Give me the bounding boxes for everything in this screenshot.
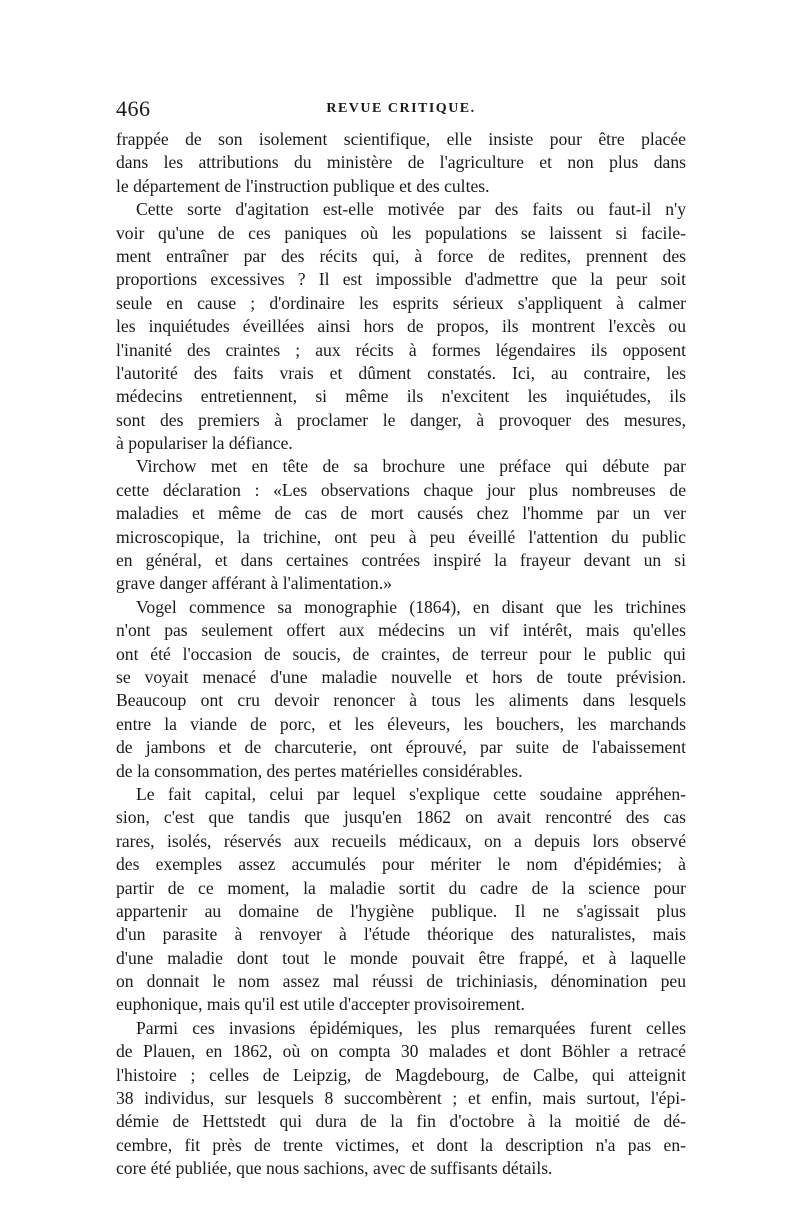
text-line: sion, c'est que tandis que jusqu'en 1862 on avait rencontré des cas bbox=[116, 807, 686, 828]
text-line: partir de ce moment, la maladie sortit du cadre de la science pour bbox=[116, 877, 686, 898]
text-line: sont des premiers à proclamer le danger, à provoquer des mesures, bbox=[116, 409, 686, 430]
text-line: n'ont pas seulement offert aux médecins un vif intérêt, mais qu'elles bbox=[116, 620, 686, 641]
text-line: se voyait menacé d'une maladie nouvelle et hors de toute prévision. bbox=[116, 666, 686, 687]
text-line: rares, isolés, réservés aux recueils médicaux, on a depuis lors observé bbox=[116, 830, 686, 851]
text-line: à populariser la défiance. bbox=[116, 433, 293, 454]
text-line: de jambons et de charcuterie, ont éprouvé, par suite de l'abaissement bbox=[116, 737, 686, 758]
text-line: l'histoire ; celles de Leipzig, de Magdebourg, de Calbe, qui atteignit bbox=[116, 1064, 686, 1085]
text-line: d'une maladie dont tout le monde pouvait être frappé, et à laquelle bbox=[116, 947, 686, 968]
text-line: démie de Hettstedt qui dura de la fin d'octobre à la moitié de dé- bbox=[116, 1111, 686, 1132]
text-line: proportions excessives ? Il est impossible d'admettre que la peur soit bbox=[116, 269, 686, 290]
text-line: voir qu'une de ces paniques où les populations se laissent si facile- bbox=[116, 222, 686, 243]
text-line: ment entraîner par des récits qui, à force de redites, prennent des bbox=[116, 245, 686, 266]
text-line: frappée de son isolement scientifique, elle insiste pour être placée bbox=[116, 129, 686, 149]
text-line: core été publiée, que nous sachions, avec de suffisants détails. bbox=[116, 1158, 553, 1179]
text-line: les inquiétudes éveillées ainsi hors de propos, ils montrent l'excès ou bbox=[116, 316, 686, 337]
text-line: euphonique, mais qu'il est utile d'accepter provisoirement. bbox=[116, 994, 525, 1015]
text-line: Vogel commence sa monographie (1864), en disant que les trichines bbox=[136, 596, 686, 617]
text-line: médecins entretiennent, si même ils n'excitent les inquiétudes, ils bbox=[116, 386, 686, 407]
running-title: REVUE CRITIQUE. bbox=[326, 101, 476, 116]
text-line: Le fait capital, celui par lequel s'explique cette soudaine appréhen- bbox=[136, 783, 686, 804]
text-line: on donnait le nom assez mal réussi de trichiniasis, dénomination peu bbox=[116, 971, 686, 992]
text-line: Cette sorte d'agitation est-elle motivée par des faits ou faut-il n'y bbox=[136, 199, 686, 220]
page-number: 466 bbox=[116, 96, 151, 121]
text-line: Parmi ces invasions épidémiques, les plus remarquées furent celles bbox=[136, 1017, 686, 1038]
text-line: Virchow met en tête de sa brochure une préface qui débute par bbox=[136, 456, 686, 477]
text-line: de la consommation, des pertes matérielles considérables. bbox=[116, 760, 523, 781]
text-line: seule en cause ; d'ordinaire les esprits sérieux s'appliquent à calmer bbox=[116, 292, 686, 313]
page-header bbox=[116, 96, 686, 124]
text-line: grave danger afférant à l'alimentation.» bbox=[116, 573, 392, 594]
text-line: Beaucoup ont cru devoir renoncer à tous les aliments dans lesquels bbox=[116, 690, 686, 711]
text-line: de Plauen, en 1862, où on compta 30 malades et dont Böhler a retracé bbox=[116, 1041, 686, 1062]
text-line: cette déclaration : «Les observations chaque jour plus nombreuses de bbox=[116, 479, 686, 500]
text-line: le département de l'instruction publique et des cultes. bbox=[116, 175, 490, 196]
text-line: l'autorité des faits vrais et dûment constatés. Ici, au contraire, les bbox=[116, 362, 686, 383]
text-line: en général, et dans certaines contrées inspiré la frayeur devant un si bbox=[116, 550, 686, 571]
text-line: d'un parasite à renvoyer à l'étude théorique des naturalistes, mais bbox=[116, 924, 686, 945]
text-line: 38 individus, sur lesquels 8 succombèrent ; et enfin, mais surtout, l'épi- bbox=[116, 1088, 686, 1109]
text-line: maladies et même de cas de mort causés chez l'homme par un ver bbox=[116, 503, 686, 524]
text-line: dans les attributions du ministère de l'agriculture et non plus dans bbox=[116, 152, 686, 173]
text-line: appartenir au domaine de l'hygiène publique. Il ne s'agissait plus bbox=[116, 900, 686, 921]
text-line: l'inanité des craintes ; aux récits à formes légendaires ils opposent bbox=[116, 339, 686, 360]
body-text bbox=[116, 128, 686, 1181]
text-line: ont été l'occasion de soucis, de craintes, de terreur pour le public qui bbox=[116, 643, 686, 664]
text-line: entre la viande de porc, et les éleveurs, les bouchers, les marchands bbox=[116, 713, 686, 734]
text-line: cembre, fit près de trente victimes, et dont la description n'a pas en- bbox=[116, 1134, 686, 1155]
text-line: microscopique, la trichine, ont peu à peu éveillé l'attention du public bbox=[116, 526, 686, 547]
text-line: des exemples assez accumulés pour mériter le nom d'épidémies; à bbox=[116, 854, 686, 875]
